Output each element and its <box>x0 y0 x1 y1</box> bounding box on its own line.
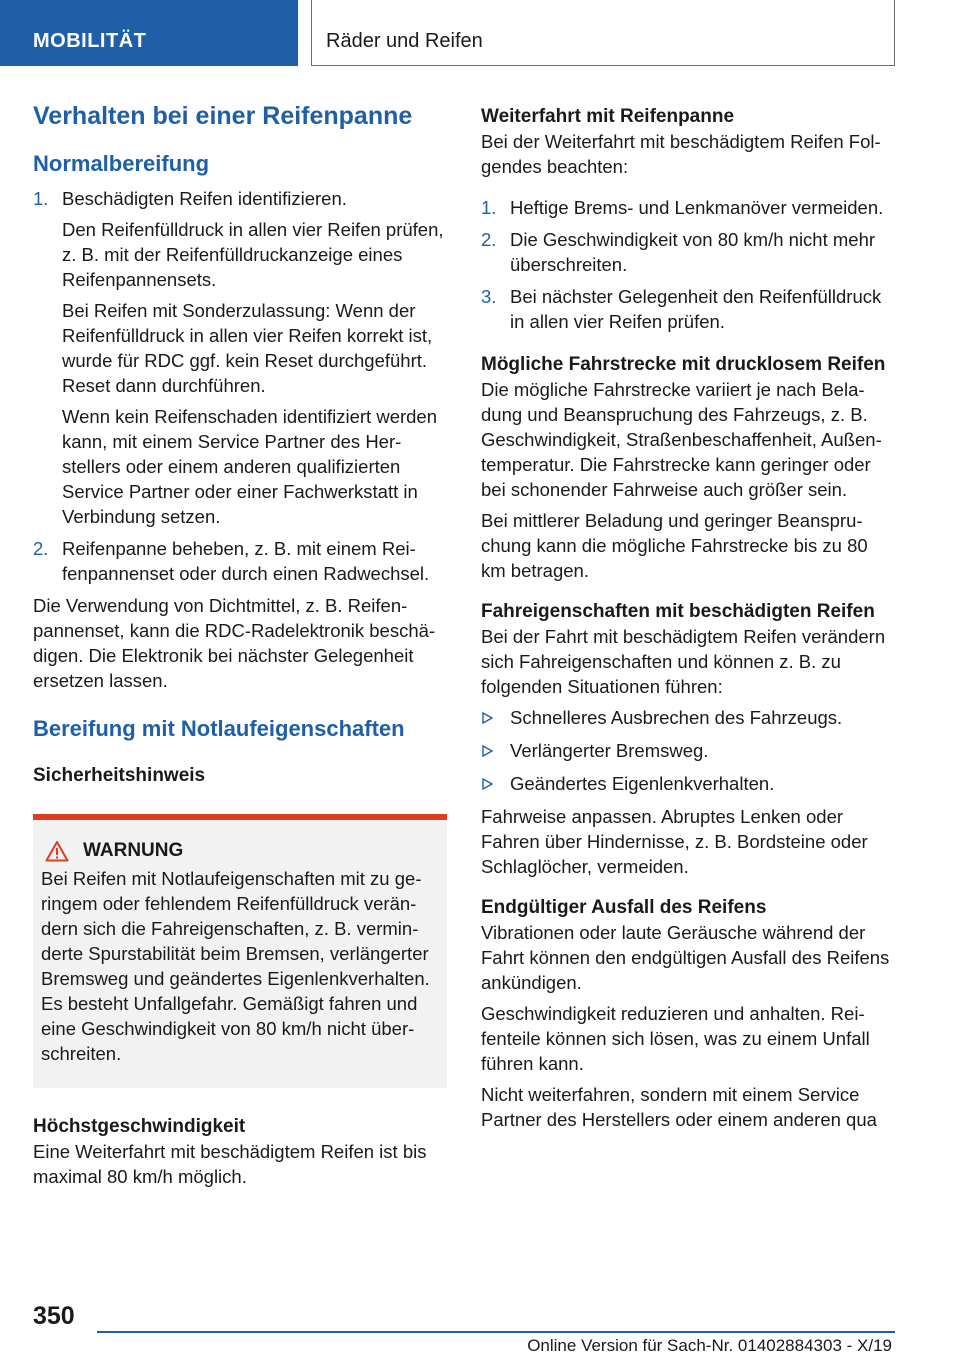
safety-heading: Sicherheitshinweis <box>33 765 206 786</box>
sealant-note: Die Verwendung von Dichtmittel, z. B. Reifenpannenset, kann die RDC-Radelektronik beschädigen. Die Elektronik bei nächster Gelegenheit ersetzen lassen. <box>33 595 436 691</box>
bullet-text: Geändertes Eigenlenkverhalten. <box>510 773 775 794</box>
list-item <box>481 771 897 796</box>
page-number: 350 <box>33 1302 75 1330</box>
step-text: Die Geschwindigkeit von 80 km/h nicht mehr überschreiten. <box>510 229 876 275</box>
step-number: 1. <box>33 188 49 209</box>
step-text: Beschädigten Reifen identifizieren. <box>62 188 347 209</box>
list-item <box>33 186 447 529</box>
handling-text: Bei der Fahrt mit beschädigtem Reifen verändern sich Fahreigenschaften und können z. B. zu folgenden Situationen führen: <box>481 626 886 697</box>
maxspeed-heading: Höchstgeschwindigkeit <box>33 1116 246 1137</box>
step-number: 2. <box>33 538 49 559</box>
section-heading-runflat: Bereifung mit Notlaufeigenschaften <box>33 716 405 741</box>
distance-text: Bei mittlerer Beladung und geringer Beanspruchung kann die mögliche Fahrstrecke bis zu 80 km betragen. <box>481 510 868 581</box>
step-subtext: Wenn kein Reifenschaden identifiziert werden kann, mit einem Service Partner des Herstellers oder einem anderen qualifizierten Service Partner oder einer Fachwerkstatt in Verbindung setzen. <box>62 406 438 527</box>
list-item <box>33 536 447 586</box>
warning-box <box>33 814 447 1088</box>
step-number: 1. <box>481 197 497 218</box>
page-header <box>0 0 960 66</box>
section-heading-normal: Normalbereifung <box>33 151 210 176</box>
list-item <box>481 227 897 277</box>
footer-version-text: Online Version für Sach-Nr. 01402884303 - X/19 <box>527 1336 892 1355</box>
step-text: Bei nächster Gelegenheit den Reifenfülldruck in allen vier Reifen prüfen. <box>510 286 882 332</box>
list-item <box>481 195 897 220</box>
failure-text: Vibrationen oder laute Geräusche während der Fahrt können den endgültigen Ausfall des Reifens ankündigen. <box>481 922 890 993</box>
normal-steps-list <box>33 186 447 586</box>
right-column <box>481 104 897 1138</box>
list-item <box>481 284 897 334</box>
handling-after-text: Fahrweise anpassen. Abruptes Lenken oder Fahren über Hindernisse, z. B. Bordsteine oder Schlaglöcher, vermeiden. <box>481 806 868 877</box>
warning-title: WARNUNG <box>83 840 184 861</box>
failure-text: Nicht weiterfahren, sondern mit einem Service Partner des Herstellers oder einem anderen qua <box>481 1084 877 1130</box>
distance-text: Die mögliche Fahrstrecke variiert je nach Beladung und Beanspruchung des Fahrzeugs, z. B. Geschwindigkeit, Straßenbeschaffenheit, Außentemperatur. Die Fahrstrecke kann geringer oder bei schonender Fahrweise auch größer sein. <box>481 379 882 500</box>
bullet-triangle-icon <box>481 712 493 724</box>
bullet-triangle-icon <box>481 745 493 757</box>
warning-text: Bei Reifen mit Notlaufeigenschaften mit zu geringem oder fehlendem Reifenfülldruck verändern sich die Fahreigenschaften, z. B. verminderte Spurstabilität beim Bremsen, verlängerter Bremsweg und geändertes Eigenlenkverhalten. Es besteht Unfallgefahr. Gemäßigt fahren und eine Geschwindigkeit von 80 km/h nicht überschreiten. <box>41 868 430 1064</box>
step-text: Heftige Brems- und Lenkmanöver vermeiden. <box>510 197 884 218</box>
section-tab: MOBILITÄT <box>0 0 298 66</box>
step-subtext: Den Reifenfülldruck in allen vier Reifen prüfen, z. B. mit der Reifenfülldruckanzeige eines Reifenpannensets. <box>62 219 444 290</box>
bullet-triangle-icon <box>481 778 493 790</box>
continue-heading: Weiterfahrt mit Reifenpanne <box>481 106 735 127</box>
step-number: 2. <box>481 229 497 250</box>
maxspeed-text: Eine Weiterfahrt mit beschädigtem Reifen ist bis maximal 80 km/h möglich. <box>33 1141 427 1187</box>
left-column <box>33 100 447 1195</box>
continue-steps-list <box>481 195 897 334</box>
step-text: Reifenpanne beheben, z. B. mit einem Reifenpannenset oder durch einen Radwechsel. <box>62 538 430 584</box>
footer-divider <box>97 1331 895 1333</box>
warning-triangle-icon <box>45 840 69 862</box>
bullet-text: Schnelleres Ausbrechen des Fahrzeugs. <box>510 707 843 728</box>
list-item <box>481 705 897 730</box>
continue-text: Bei der Weiterfahrt mit beschädigtem Reifen Folgendes beachten: <box>481 131 881 177</box>
failure-text: Geschwindigkeit reduzieren und anhalten. Reifenteile können sich lösen, was zu einem Unfall führen kann. <box>481 1003 870 1074</box>
chapter-title: Räder und Reifen <box>311 0 895 66</box>
handling-bullets <box>481 705 897 796</box>
bullet-text: Verlängerter Bremsweg. <box>510 740 709 761</box>
distance-heading: Mögliche Fahrstrecke mit drucklosem Reifen <box>481 354 886 375</box>
step-number: 3. <box>481 286 497 307</box>
handling-heading: Fahreigenschaften mit beschädigten Reifen <box>481 601 875 622</box>
warning-title-row <box>45 840 439 862</box>
failure-heading: Endgültiger Ausfall des Reifens <box>481 897 767 918</box>
page-title: Verhalten bei einer Reifenpanne <box>33 102 413 130</box>
list-item <box>481 738 897 763</box>
step-subtext: Bei Reifen mit Sonderzulassung: Wenn der Reifenfülldruck in allen vier Reifen korrekt ist, wurde für RDC ggf. kein Reset durchgeführt. Reset dann durchführen. <box>62 300 433 396</box>
